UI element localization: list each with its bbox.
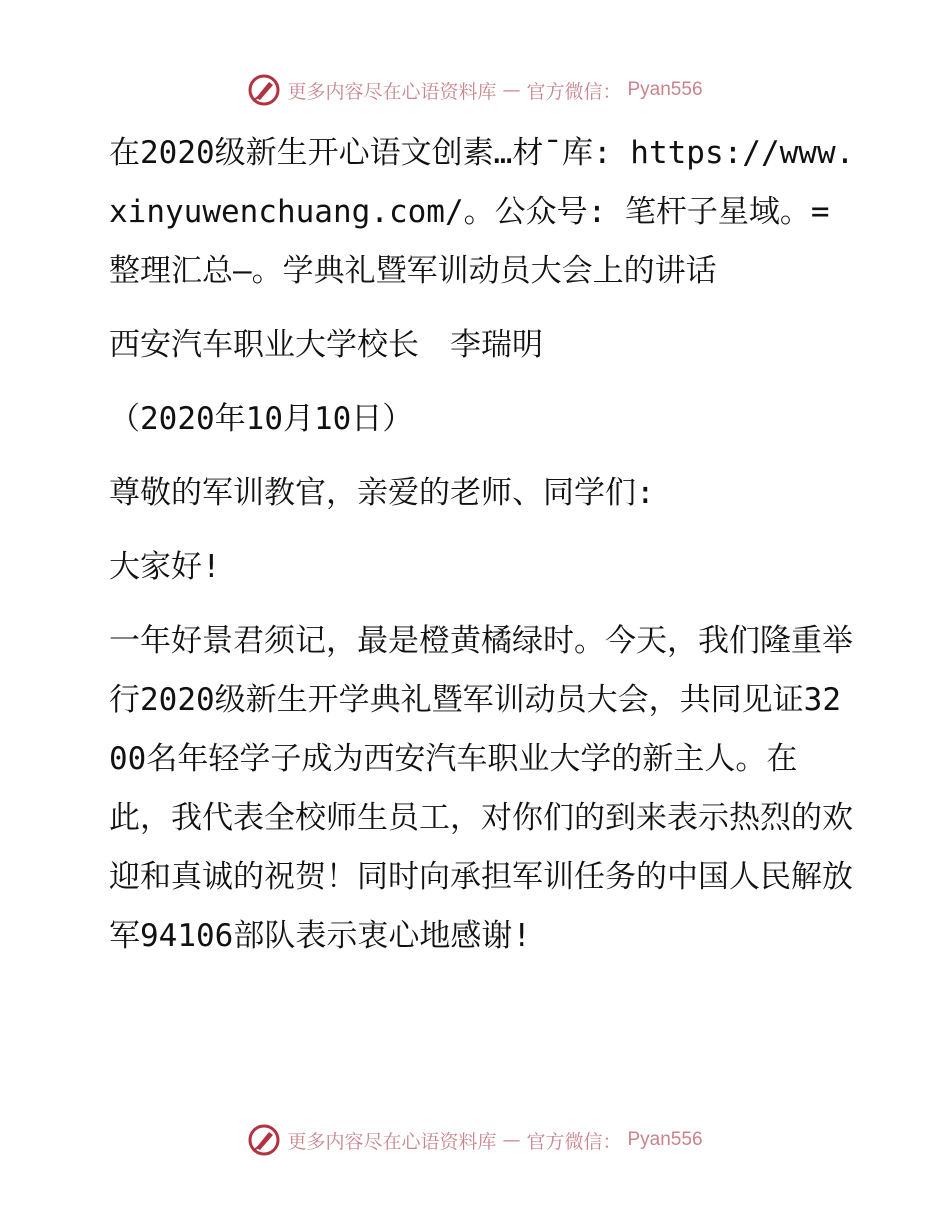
footer-contact-label: 官方微信： (526, 1130, 622, 1153)
footer-watermark (0, 1120, 950, 1160)
header-contact-label: 官方微信： (526, 80, 622, 103)
quill-logo-icon (247, 73, 281, 107)
document-greeting: 大家好! (109, 549, 221, 585)
quill-logo-icon (247, 1123, 281, 1157)
header-contact-id: Pyan556 (627, 79, 703, 100)
document-title: 在2020级新生开心语文创素…材¯库: https://www.xinyuwenchuang.com/。公众号: 笔杆子星域。=整理汇总—。学典礼暨军训动员大会上的讲话 (109, 135, 855, 289)
header-watermark-text: 更多内容尽在心语资料库 (287, 80, 497, 103)
document-author: 西安汽车职业大学校长 李瑞明 (109, 327, 543, 363)
document-paragraph: 一年好景君须记，最是橙黄橘绿时。今天，我们隆重举行2020级新生开学典礼暨军训动员大会，共同见证3200名年轻学子成为西安汽车职业大学的新主人。在此，我代表全校师生员工，对你们的到来表示热烈的欢迎和真诚的祝贺！同时向承担军训任务的中国人民解放军94106部队表示衷心地感谢! (109, 623, 853, 954)
footer-watermark-text: 更多内容尽在心语资料库 (287, 1130, 497, 1153)
footer-separator: — (502, 1129, 521, 1151)
header-separator: — (502, 79, 521, 101)
footer-contact-id: Pyan556 (627, 1129, 703, 1150)
document-date: （2020年10月10日） (109, 401, 414, 437)
document-salutation: 尊敬的军训教官，亲爱的老师、同学们: (109, 475, 655, 511)
header-watermark (0, 70, 950, 110)
document-body (97, 124, 857, 966)
